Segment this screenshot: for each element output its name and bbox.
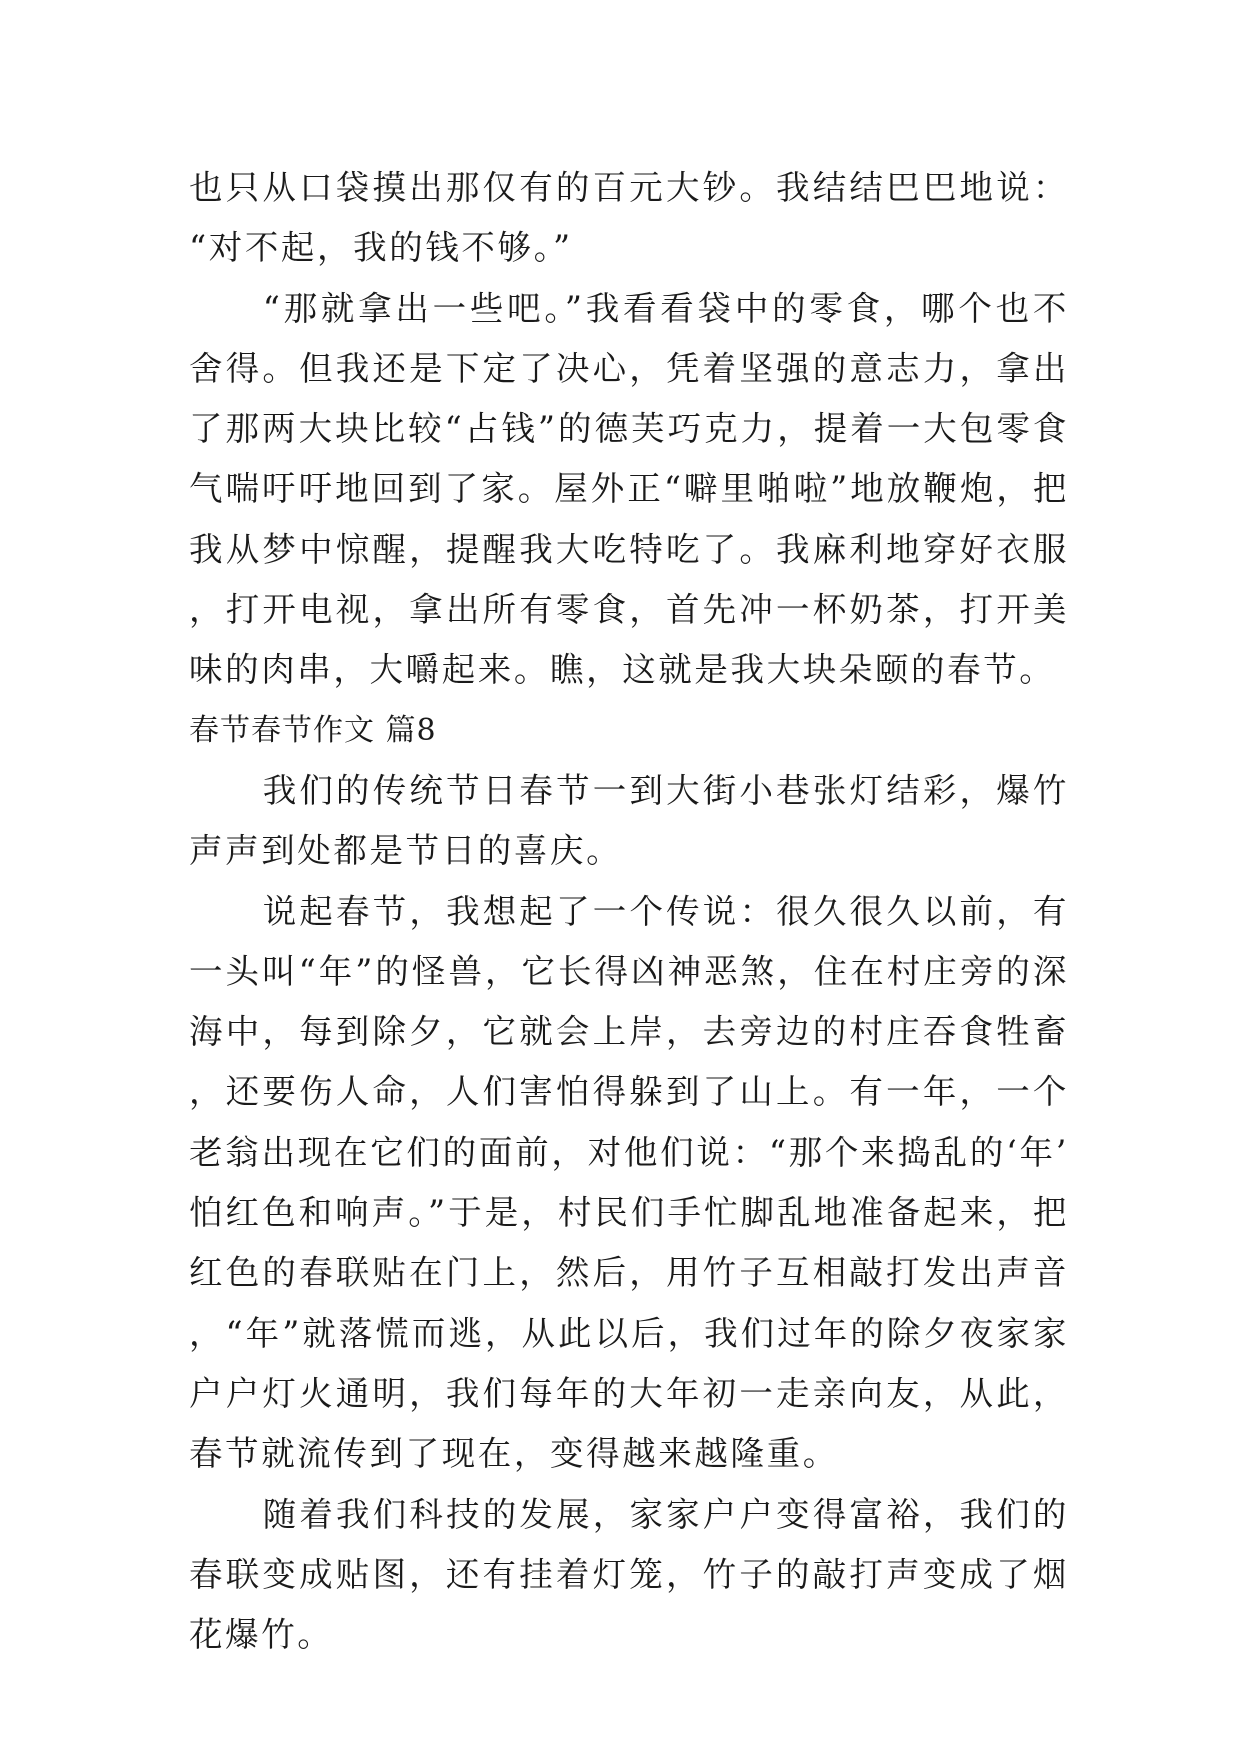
paragraph-continuation: 也只从口袋摸出那仅有的百元大钞。我结结巴巴地说：“对不起，我的钱不够。” xyxy=(189,168,1069,268)
document-body xyxy=(189,158,1069,1665)
paragraph-festival-intro: 我们的传统节日春节一到大街小巷张灯结彩，爆竹声声到处都是节日的喜庆。 xyxy=(189,770,1069,871)
paragraph-snack-story: “那就拿出一些吧。”我看看袋中的零食，哪个也不舍得。但我还是下定了决心，凭着坚强的意志力，拿出了那两大块比较“占钱”的德芙巧克力，提着一大包零食气喘吁吁地回到了家。屋外正“噼里啪啦”地放鞭炮，把我从梦中惊醒，提醒我大吃特吃了。我麻利地穿好衣服，打开电视，拿出所有零食，首先冲一杯奶茶，打开美味的肉串，大嚼起来。瞧，这就是我大块朵颐的春节。 xyxy=(189,288,1069,690)
paragraph-nian-legend: 说起春节，我想起了一个传说：很久很久以前，有一头叫“年”的怪兽，它长得凶神恶煞，住在村庄旁的深海中，每到除夕，它就会上岸，去旁边的村庄吞食牲畜，还要伤人命，人们害怕得躲到了山上。有一年，一个老翁出现在它们的面前，对他们说：“那个来捣乱的‘年’怕红色和响声。”于是，村民们手忙脚乱地准备起来，把红色的春联贴在门上，然后，用竹子互相敲打发出声音，“年”就落慌而逃，从此以后，我们过年的除夕夜家家户户灯火通明，我们每年的大年初一走亲向友，从此，春节就流传到了现在，变得越来越隆重。 xyxy=(189,891,1069,1474)
paragraph-modern-celebration: 随着我们科技的发展，家家户户变得富裕，我们的春联变成贴图，还有挂着灯笼，竹子的敲打声变成了烟花爆竹。 xyxy=(189,1494,1069,1655)
essay-heading: 春节春节作文 篇8 xyxy=(189,712,437,748)
